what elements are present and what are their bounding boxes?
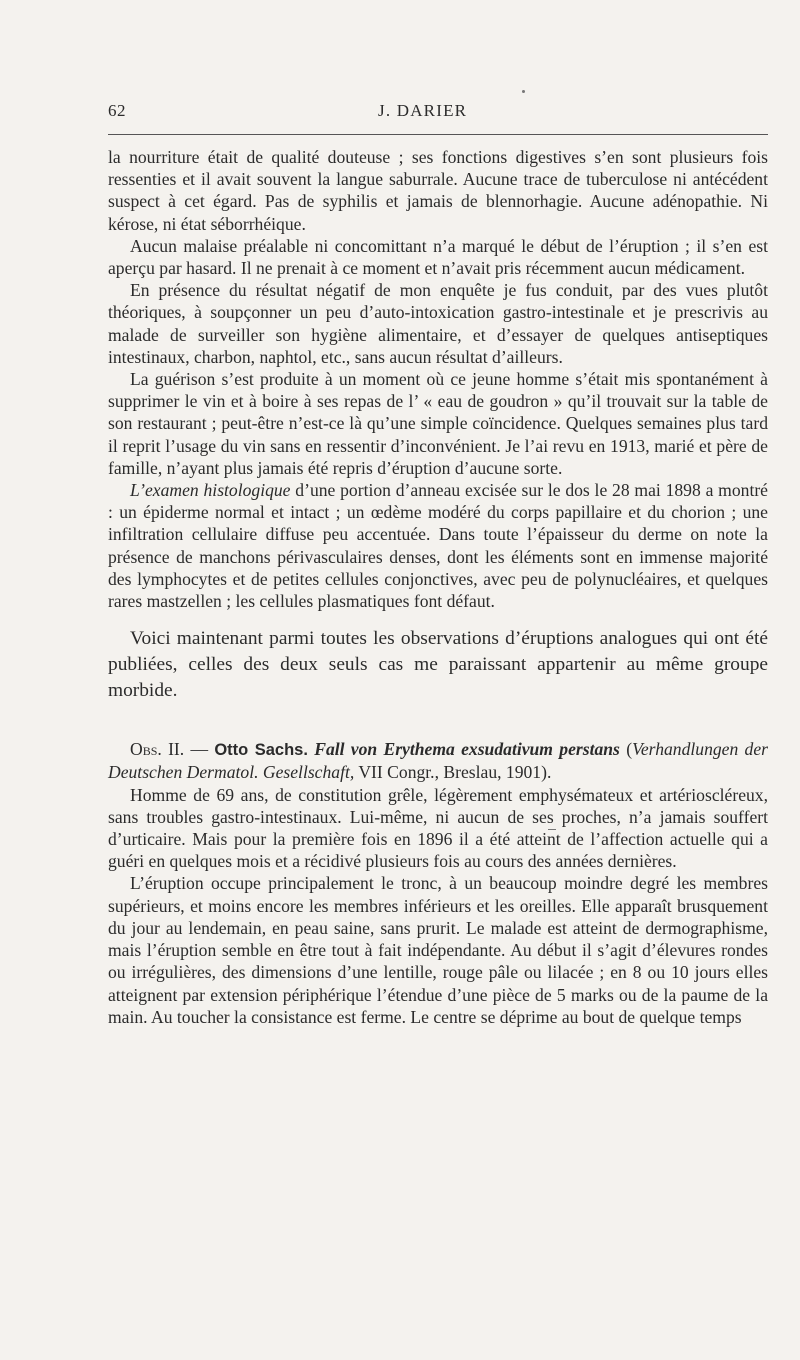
paragraph-intro-observations: Voici maintenant parmi toutes les observations d’éruptions analogues qui ont été publiées, celles des deux seuls cas me paraissant appartenir au même groupe morbide. [108, 628, 768, 702]
paragraph-treatment: En présence du résultat négatif de mon enquête je fus conduit, par des vues plutôt théoriques, à soupçonner un peu d’auto-intoxication gastro-intestinale et je prescrivis au malade de surveiller son hygiène alimentaire, et d’essayer de quelques antiseptiques intestinaux, charbon, naphtol, etc., sans aucun résultat d’ailleurs. [108, 280, 768, 367]
page-header [108, 101, 768, 125]
paragraph-eruption: L’éruption occupe principalement le tronc, à un beaucoup moindre degré les membres supérieurs, et moins encore les membres inférieurs et les oreilles. Elle apparaît brusquement du jour au lendemain, en peau saine, sans prurit. Le malade est atteint de dermographisme, mais l’éruption semble en être tout à fait indépendante. Au début il s’agit d’élevures rondes ou irrégulières, des dimensions d’une lentille, rouge pâle ou lilacée ; en 8 ou 10 jours elles atteignent par extension périphérique l’étendue d’une pièce de 5 marks ou de la paume de la main. Au toucher la consistance est ferme. Le centre se déprime au bout de quelque temps [108, 873, 768, 1027]
observation-title: Fall von Erythema exsudativum perstans [307, 739, 620, 760]
observation-ref-open: ( [619, 739, 633, 760]
page-body [108, 146, 768, 1028]
paragraph-healing: La guérison s’est produite à un moment où ce jeune homme s’était mis spontanément à supprimer le vin et à boire à ses repas de l’ « eau de goudron » qu’il trouvait sur la table de son restaurant ; peut-être n’est-ce là qu’une simple coïncidence. Quelques semaines plus tard il reprit l’usage du vin sans en ressentir d’inconvénient. Je l’ai revu en 1913, marié et père de famille, n’ayant plus jamais été repris d’éruption d’aucune sorte. [108, 369, 768, 478]
page-number: 62 [108, 101, 126, 120]
paper-speck [522, 90, 525, 93]
histology-text: d’une portion d’anneau excisée sur le dos le 28 mai 1898 a montré : un épiderme normal et intact ; un œdème modéré du corps papillaire et du chorion ; une infiltration cellulaire diffuse peu accentuée. Dans toute l’épaisseur du derme on note la présence de manchons périvasculaires denses, dont les éléments sont en immense majorité des lymphocytes et de petites cellules conjonctives, avec peu de polynucléaires, et quelques rares mastzellen ; les cellules plasmatiques font défaut. [108, 480, 768, 612]
running-head: J. DARIER [378, 101, 468, 120]
paragraph-continuation: la nourriture était de qualité douteuse ; ses fonctions digestives s’en sont plusieurs fois ressenties et il avait souvent la langue saburrale. Aucune trace de tuberculose ni antécédent suspect à cet égard. Pas de syphilis et jamais de blennorhagie. Aucune adénopathie. Ni kérose, ni état séborrhéique. [108, 147, 768, 234]
paragraph-histology [108, 479, 768, 612]
observation-reference-journal: Verhandlungen der Deutschen Dermatol. Gesellschaft, [108, 739, 769, 783]
observation-author: Otto Sachs. [214, 741, 308, 760]
paragraph-onset: Aucun malaise préalable ni concomittant n’a marqué le début de l’éruption ; il s’en est aperçu par hasard. Il ne prenait à ce moment et n’avait pris récemment aucun médicament. [108, 235, 768, 279]
paragraph-patient: Homme de 69 ans, de constitution grêle, légèrement emphysémateux et artérioscléreux, sans troubles gastro-intestinaux. Lui-même, ni aucun de ses proches, n’a jamais souffert d’urticaire. Mais pour la première fois en 1896 il a été atteint de l’affection actuelle qui a guéri en quelques mois et a récidivé plusieurs fois au cours des années dernières. [108, 784, 768, 872]
observation-heading [108, 738, 768, 783]
histology-heading: L’examen histologique [130, 480, 291, 501]
observation-reference-rest: VII Congr., Breslau, 1901). [354, 762, 552, 783]
header-rule [108, 134, 768, 135]
observation-label: Obs. II. — [130, 739, 215, 760]
